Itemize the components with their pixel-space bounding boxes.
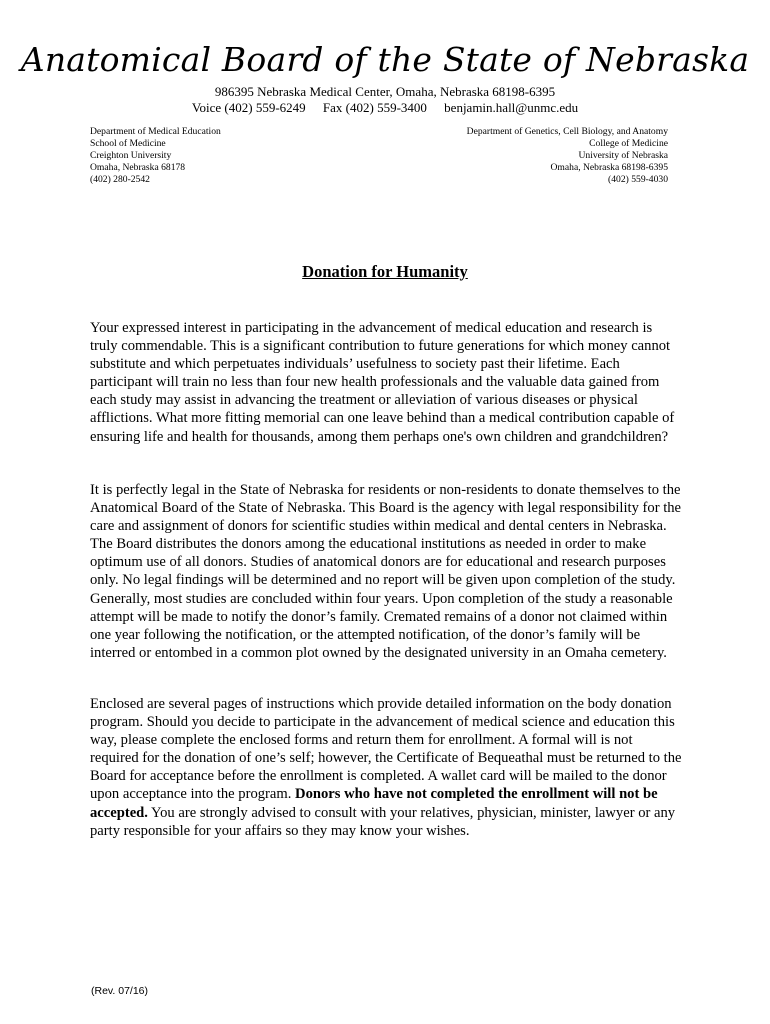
- dept-right-line: (402) 559-4030: [608, 174, 668, 185]
- unmc-department-block: [467, 126, 668, 186]
- letterhead-contact: [0, 100, 770, 116]
- email-address: benjamin.hall@unmc.edu: [444, 100, 579, 115]
- paragraph-instructions-end: You are strongly advised to consult with your relatives, physician, minister, lawyer or any party responsible for your affairs so they may know your wishes.: [90, 804, 676, 839]
- enrollment-warning: Donors who have not completed the enrollment will not be accepted.: [90, 786, 658, 821]
- letterhead-title: Anatomical Board of the State of Nebraska: [20, 40, 750, 79]
- paragraph-legal: It is perfectly legal in the State of Nebraska for residents or non-residents to donate themselves to the Anatomical Board of the State of Nebraska. This Board is the agency with legal responsibility for the care and assignment of donors for scientific studies within medical and dental centers in Nebraska. The Board distributes the donors among the educational institutions as needed in order to make optimum use of all donors. Studies of anatomical donors are for educational and research purposes only. No legal findings will be determined and no report will be given upon completion of the study. Generally, most studies are concluded within four years. Upon completion of the study a reasonable attempt will be made to notify the donor’s family. Cremated remains of a donor not claimed within one year following the notification, or the attempted notification, of the donor’s family will be interred or entombed in a common plot owned by the designated university in an Omaha cemetery.: [90, 482, 682, 661]
- dept-left-line: Creighton University: [90, 150, 172, 161]
- paragraph-instructions: [90, 695, 682, 840]
- letterhead-address: 986395 Nebraska Medical Center, Omaha, Nebraska 68198-6395: [214, 84, 556, 99]
- dept-right-line: Department of Genetics, Cell Biology, and Anatomy: [466, 126, 668, 137]
- paragraph-instructions-start: Enclosed are several pages of instructions which provide detailed information on the body donation program. Should you decide to participate in the advancement of medical science and education this way, please complete the enclosed forms and return them for enrollment. A formal will is not required for the donation of one’s self; however, the Certificate of Bequeathal must be returned to the Board for acceptance before the enrollment is completed. A wallet card will be mailed to the donor upon acceptance into the program.: [90, 696, 682, 803]
- dept-right-line: College of Medicine: [589, 138, 668, 149]
- dept-left-line: Omaha, Nebraska 68178: [90, 162, 186, 173]
- dept-left-line: School of Medicine: [90, 138, 166, 149]
- revision-label: (Rev. 07/16): [91, 985, 148, 997]
- fax-number: Fax (402) 559-3400: [322, 100, 427, 115]
- creighton-department-block: [90, 126, 221, 186]
- dept-right-line: University of Nebraska: [578, 150, 668, 161]
- document-heading: Donation for Humanity: [302, 262, 468, 281]
- paragraph-intro: Your expressed interest in participating in the advancement of medical education and research is truly commendable. This is a significant contribution to future generations for which money cannot substitute and which perpetuates individuals’ usefulness to society past their lifetime. Each participant will train no less than four new health professionals and the valuable data gained from each study may assist in advancing the treatment or alleviation of various diseases or physical afflictions. What more fitting memorial can one leave behind than a medical contribution capable of ensuring life and health for thousands, among them perhaps one's own children and grandchildren?: [90, 320, 675, 445]
- dept-left-line: (402) 280-2542: [90, 174, 150, 185]
- dept-left-line: Department of Medical Education: [90, 126, 221, 137]
- voice-number: Voice (402) 559-6249: [191, 100, 306, 115]
- dept-right-line: Omaha, Nebraska 68198-6395: [550, 162, 668, 173]
